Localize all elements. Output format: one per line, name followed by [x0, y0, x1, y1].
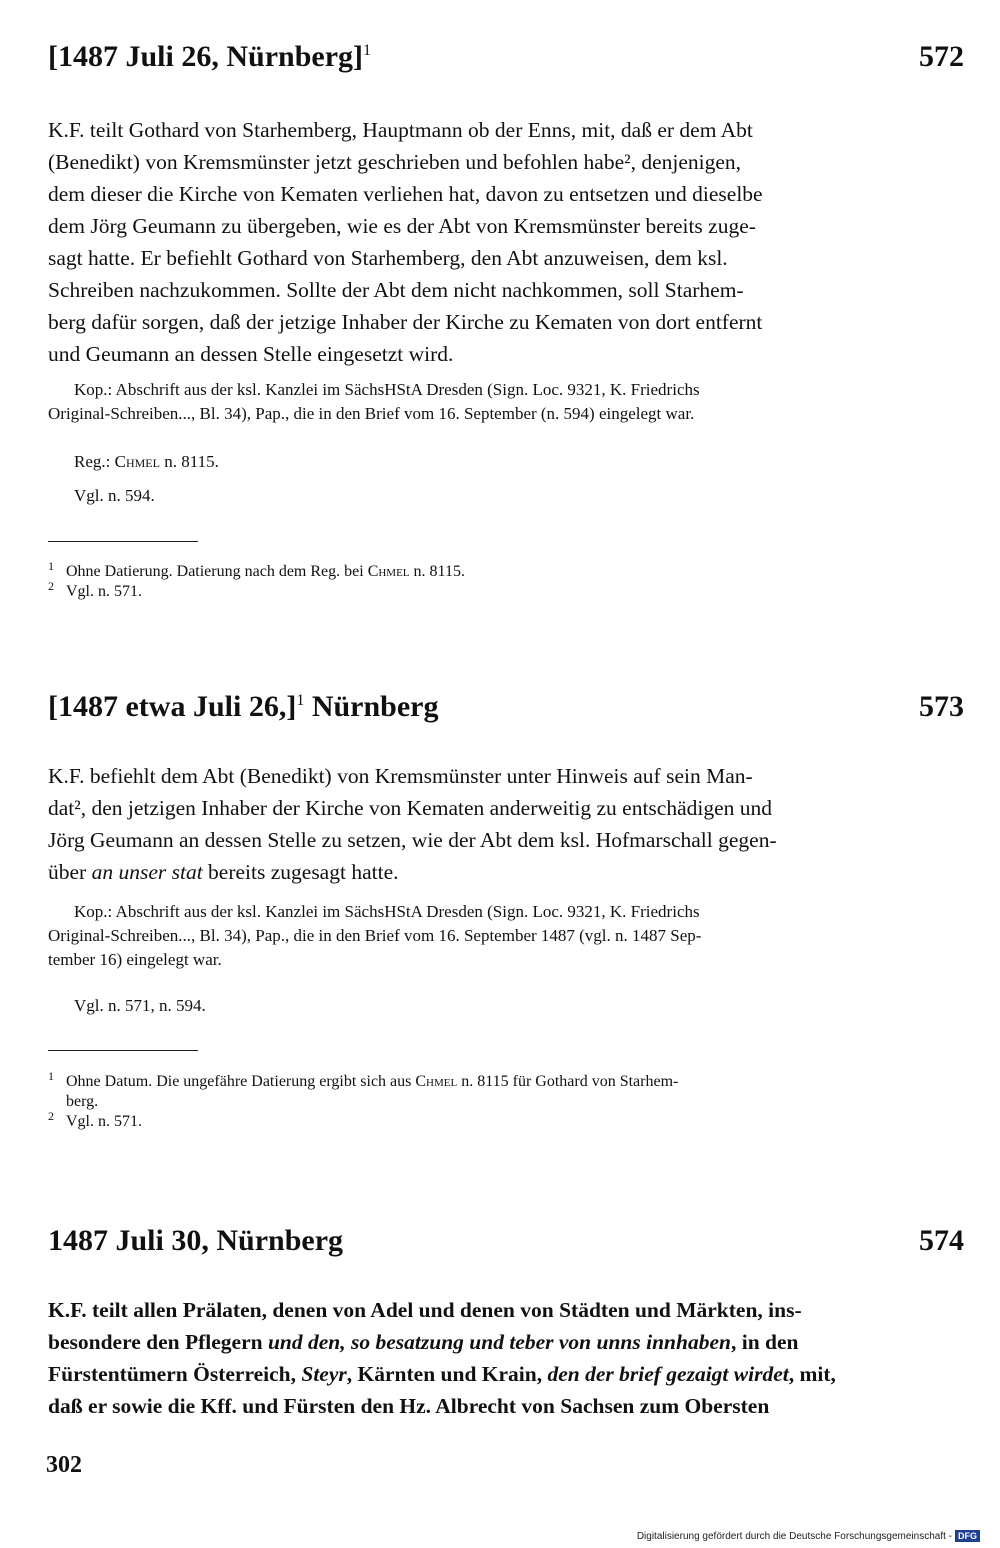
body-line: berg dafür sorgen, daß der jetzige Inhaber der Kirche zu Kematen von dort entfernt — [48, 310, 763, 334]
dfg-logo-icon: DFG — [955, 1530, 980, 1542]
entry-572-footnotes — [48, 558, 964, 602]
entry-date: [1487 Juli 26, Nürnberg]$^1$ — [48, 40, 371, 73]
body-line: besondere den Pflegern und den, so besatzung und teber von unns innhaben, in den — [48, 1330, 799, 1354]
kop-line: Original-Schreiben..., Bl. 34), Pap., die in den Brief vom 16. September (n. 594) eingelegt war. — [48, 404, 695, 423]
kop-line: Original-Schreiben..., Bl. 34), Pap., die in den Brief vom 16. September 1487 (vgl. n. 1487 Sep- — [48, 926, 702, 945]
body-line: Jörg Geumann an dessen Stelle zu setzen, wie der Abt dem ksl. Hofmarschall gegen- — [48, 828, 777, 852]
entry-574-body — [48, 1294, 964, 1422]
body-line: Schreiben nachzukommen. Sollte der Abt dem nicht nachkommen, soll Starhem- — [48, 278, 744, 302]
body-line: daß er sowie die Kff. und Fürsten den Hz. Albrecht von Sachsen zum Obersten — [48, 1394, 770, 1418]
entry-number: 573 — [919, 690, 964, 723]
footnote-rule — [48, 1050, 198, 1051]
footnote: 2 Vgl. n. 571. — [48, 578, 142, 600]
page-number: 302 — [46, 1452, 82, 1478]
body-line: sagt hatte. Er befiehlt Gothard von Starhemberg, den Abt anzuweisen, dem ksl. — [48, 246, 728, 270]
kop-line: Kop.: Abschrift aus der ksl. Kanzlei im SächsHStA Dresden (Sign. Loc. 9321, K. Friedrichs — [74, 380, 700, 399]
footnote-continuation: berg. — [66, 1093, 99, 1110]
entry-572-vgl: Vgl. n. 594. — [74, 486, 155, 505]
entry-572-heading — [48, 40, 964, 74]
entry-date: [1487 etwa Juli 26,]$^1$ Nürnberg — [48, 690, 439, 723]
credit-text: Digitalisierung gefördert durch die Deutsche Forschungsgemeinschaft - — [636, 1530, 952, 1542]
body-line: und Geumann an dessen Stelle eingesetzt wird. — [48, 342, 454, 366]
entry-573-heading — [48, 690, 964, 724]
entry-573-kop — [48, 900, 964, 972]
body-line: (Benedikt) von Kremsmünster jetzt geschrieben und befohlen habe², denjenigen, — [48, 150, 742, 174]
entry-date: 1487 Juli 30, Nürnberg — [48, 1224, 344, 1257]
body-line: über an unser stat bereits zugesagt hatte. — [48, 860, 399, 884]
entry-number: 574 — [919, 1224, 964, 1257]
footnote: 1 Ohne Datum. Die ungefähre Datierung ergibt sich aus Chmel n. 8115 für Gothard von Starhem- — [48, 1068, 679, 1090]
body-line: K.F. befiehlt dem Abt (Benedikt) von Kremsmünster unter Hinweis auf sein Man- — [48, 764, 753, 788]
body-line: dem dieser die Kirche von Kematen verliehen hat, davon zu entsetzen und dieselbe — [48, 182, 763, 206]
entry-574-heading — [48, 1224, 964, 1258]
body-line: dem Jörg Geumann zu übergeben, wie es der Abt von Kremsmünster bereits zuge- — [48, 214, 756, 238]
kop-line: Kop.: Abschrift aus der ksl. Kanzlei im SächsHStA Dresden (Sign. Loc. 9321, K. Friedrichs — [74, 902, 700, 921]
footnote: 1 Ohne Datierung. Datierung nach dem Reg. bei Chmel n. 8115. — [48, 558, 465, 580]
entry-573-vgl: Vgl. n. 571, n. 594. — [74, 996, 206, 1015]
footnote: 2 Vgl. n. 571. — [48, 1108, 142, 1130]
entry-number: 572 — [919, 40, 964, 73]
entry-572-body — [48, 114, 964, 370]
entry-573-body — [48, 760, 964, 888]
body-line: Fürstentümern Österreich, Steyr, Kärnten und Krain, den der brief gezaigt wirdet, mit, — [48, 1362, 836, 1386]
entry-573-footnotes — [48, 1068, 964, 1132]
body-line: dat², den jetzigen Inhaber der Kirche von Kematen anderweitig zu entschädigen und — [48, 796, 773, 820]
entry-572-kop — [48, 378, 964, 426]
footnote-rule — [48, 541, 198, 542]
body-line: K.F. teilt Gothard von Starhemberg, Hauptmann ob der Enns, mit, daß er dem Abt — [48, 118, 753, 142]
entry-572-reg: Reg.: Chmel n. 8115. — [74, 452, 219, 471]
body-line: K.F. teilt allen Prälaten, denen von Adel und denen von Städten und Märkten, ins- — [48, 1298, 802, 1322]
digitization-credit — [637, 1530, 980, 1542]
kop-line: tember 16) eingelegt war. — [48, 950, 222, 969]
